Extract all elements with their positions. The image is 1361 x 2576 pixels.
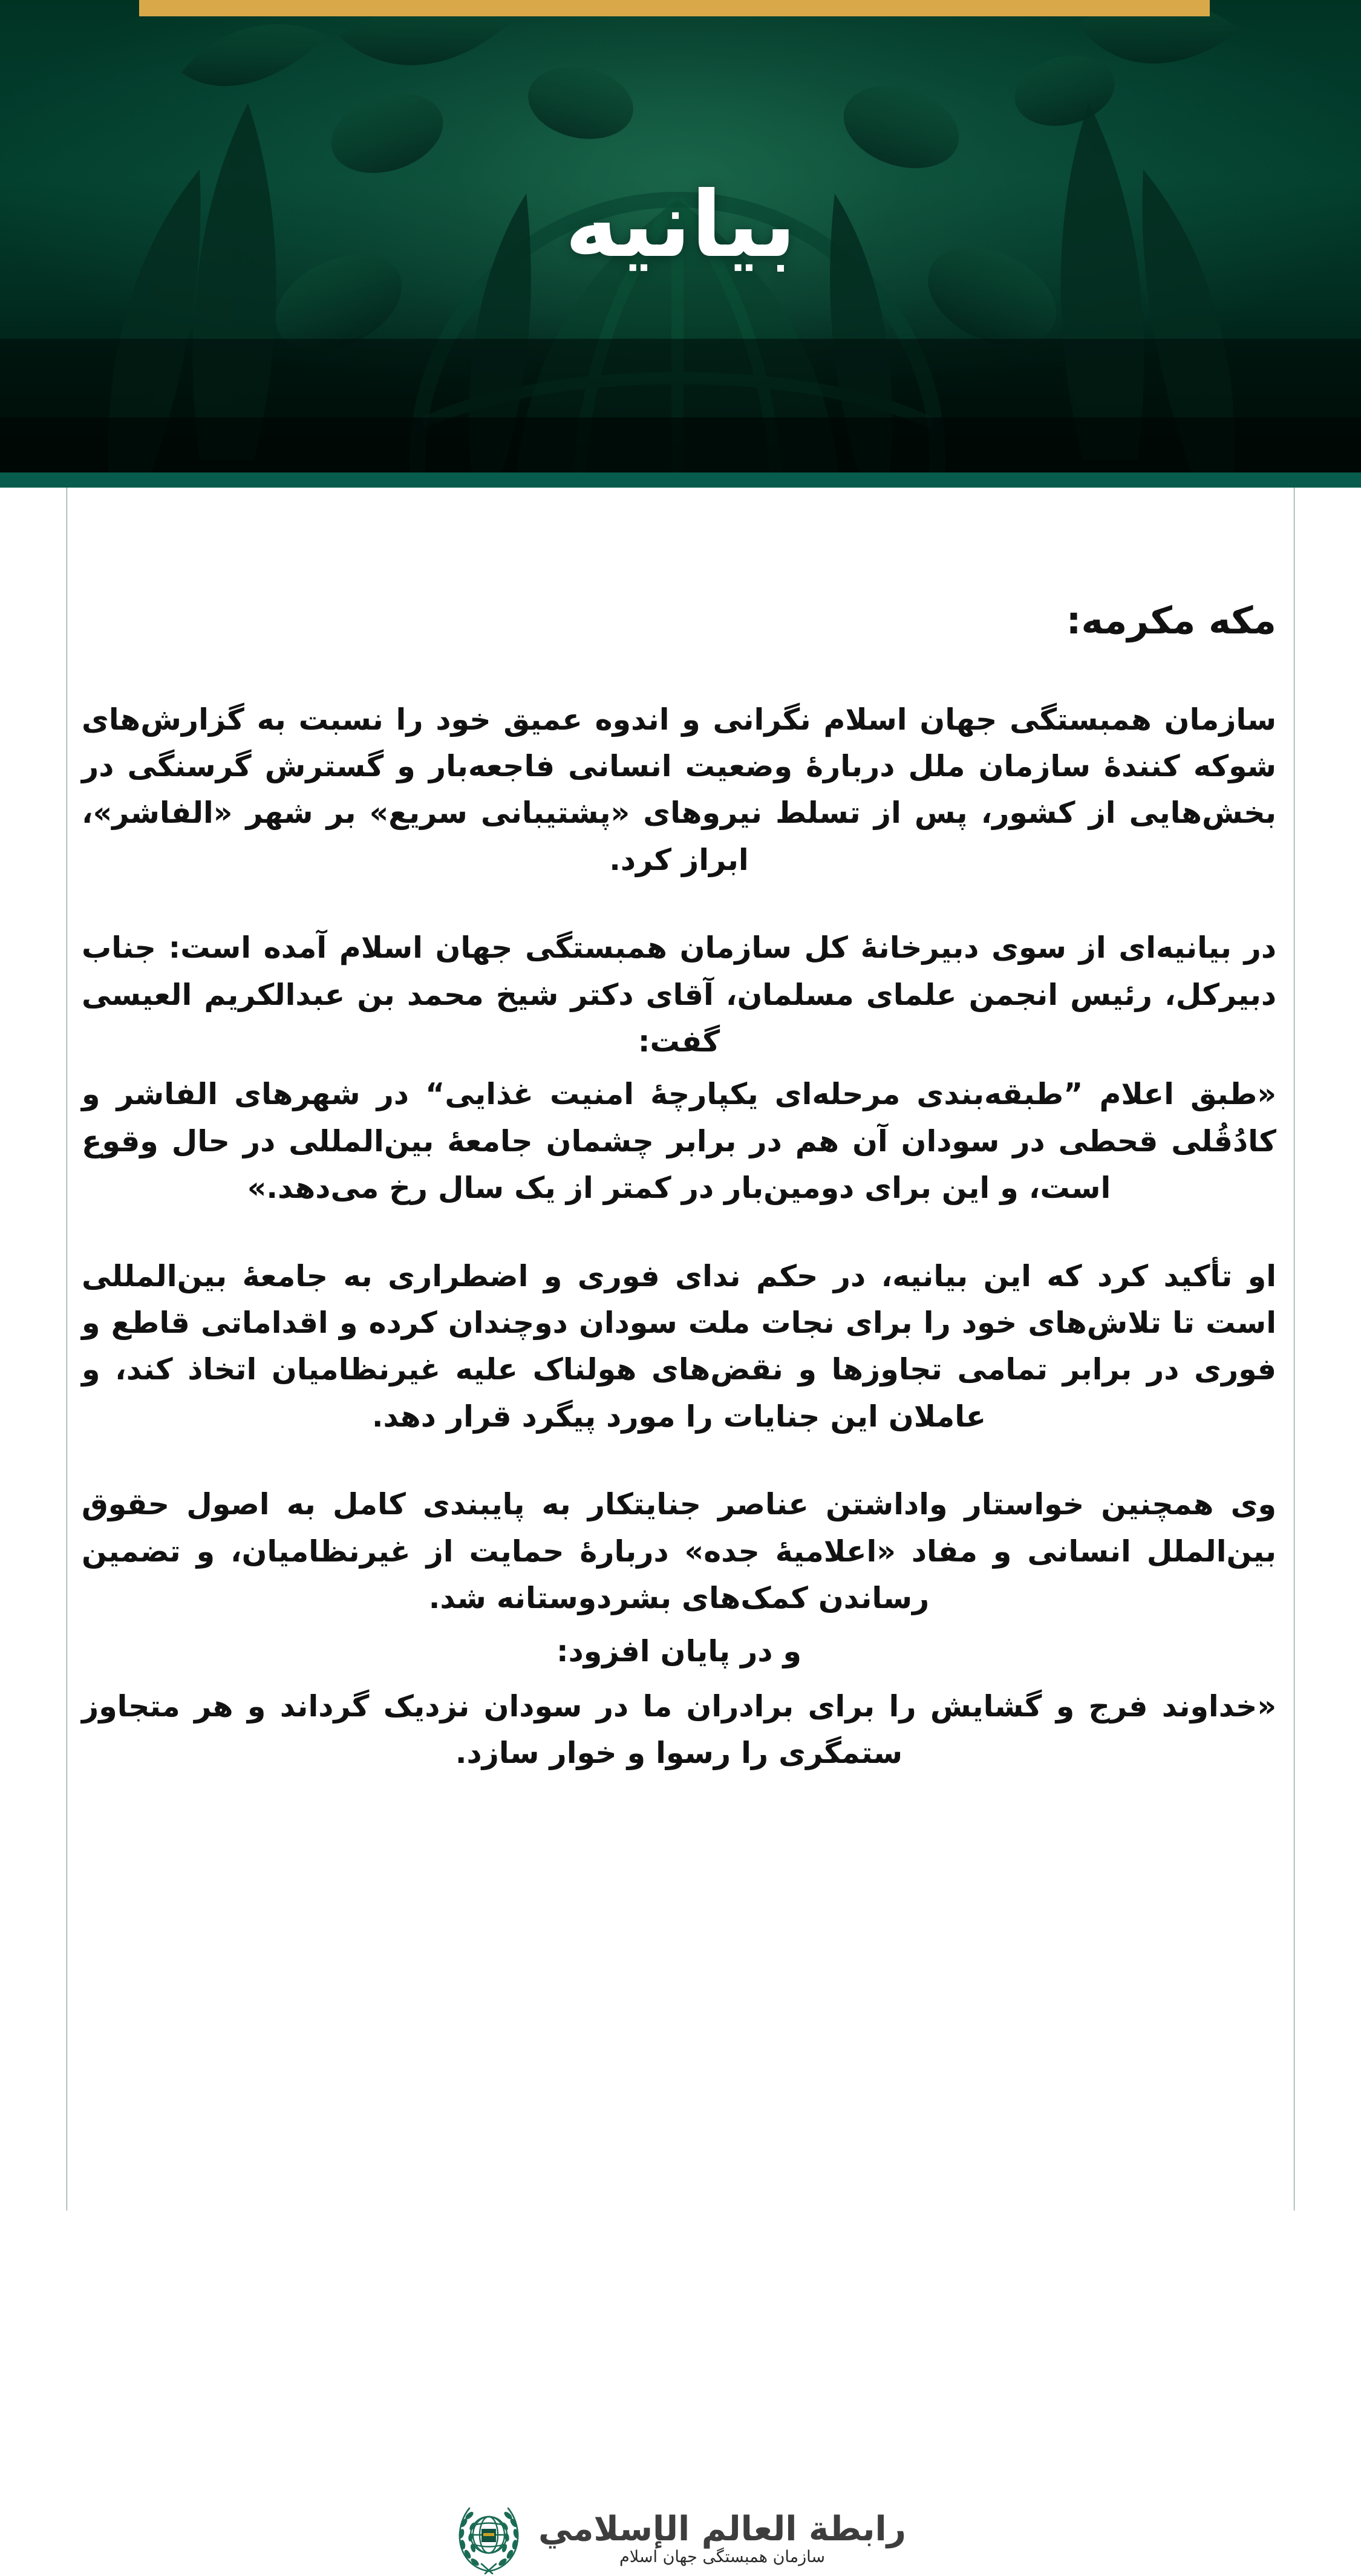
paragraph-famine-quote: «طبق اعلام ”طبقه‌بندی مرحله‌ای یکپارچهٔ امنیت غذایی“ در شهرهای الفاشر و کادُقُلی قحطی در سودان آن هم در برابر چشمان جامعهٔ بین‌المللی در حال وقوع است، و این برای دومین‌بار در کمتر از یک سال رخ می‌دهد.» — [82, 1077, 1276, 1206]
wordmark-arabic: رابطة العالم الإسلامي — [538, 2509, 906, 2549]
paragraph-intro: سازمان همبستگی جهان اسلام نگرانی و اندوه عمیق خود را نسبت به گزارش‌های شوکه کنندهٔ سازمان ملل دربارهٔ وضعیت انسانی فاجعه‌بار و گسترش گرسنگی در بخش‌هایی از کشور، پس از تسلط نیروهای «پشتیبانی سریع» بر شهر «الفاشر»، ابراز کرد. — [82, 702, 1276, 877]
footer-branding — [0, 2501, 1361, 2576]
teal-divider-band — [0, 472, 1361, 488]
muslim-world-league-emblem — [455, 2501, 523, 2576]
paragraph-closing-lead: و در پایان افزود: — [556, 1633, 801, 1669]
paragraph-humanitarian-law: وی همچنین خواستار واداشتن عناصر جنایتکار به پایبندی کامل به اصول حقوق بین‌الملل انسانی و مفاد «اعلامیهٔ جده» دربارهٔ حمایت از غیرنظامیان، و تضمین رساندن کمک‌های بشردوستانه شد. — [82, 1487, 1276, 1616]
document-sheet — [0, 488, 1361, 2566]
gold-accent-bar — [139, 0, 1210, 16]
wordmark-persian: سازمان همبستگی جهان اسلام — [619, 2547, 825, 2566]
statement-body — [82, 597, 1276, 1777]
paragraph-secretariat-lead: در بیانیه‌ای از سوی دبیرخانهٔ کل سازمان همبستگی جهان اسلام آمده است: جناب دبیرکل، رئیس انجمن علمای مسلمان، آقای دکتر شیخ محمد بن عبدالکریم العیسی گفت: — [82, 930, 1276, 1059]
hero-banner — [0, 0, 1361, 472]
dateline-city: مکه مکرمه: — [1066, 598, 1276, 642]
paragraph-urgent-call: او تأکید کرد که این بیانیه، در حکم ندای فوری و اضطراری به جامعهٔ بین‌المللی است تا تلاش‌های خود را برای نجات ملت سودان دوچندان کرده و اقداماتی قاطع و فوری در برابر تمامی تجاوزها و نقض‌های هولناک علیه غیرنظامیان اتخاذ کند، و عاملان این جنایات را مورد پیگرد قرار دهد. — [82, 1258, 1276, 1434]
organization-wordmark — [538, 2509, 906, 2566]
page-title: بیانیه — [564, 172, 797, 278]
paragraph-prayer: «خداوند فرج و گشایش را برای برادران ما در سودان نزدیک گرداند و هر متجاوز ستمگری را رسوا و خوار سازد. — [82, 1688, 1276, 1771]
